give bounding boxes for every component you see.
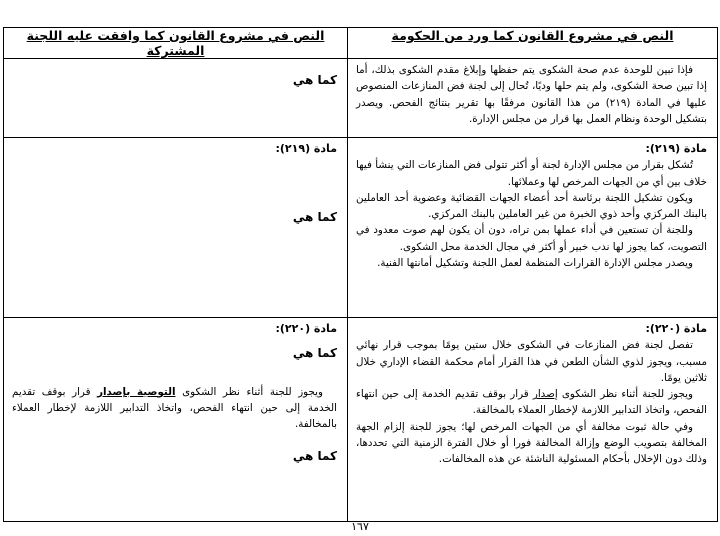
article-paragraph: ويصدر مجلس الإدارة القرارات المنظمة لعمل اللجنة وتشكيل أمانتها الفنية. [377,257,693,270]
paragraph-text: قرار بوقف تقديم الخدمة إلى حين انتهاء الفحص، واتخاذ التدابير اللازمة لإخطار العملاء بالمخالفة. [356,388,707,417]
government-cell [348,59,718,138]
table-row [4,138,718,318]
article-paragraph: تُشكل بقرار من مجلس الإدارة لجنة أو أكثر تتولى فض المنازعات التي ينشأ فيها خلاف بين أي من الجهات المرخص لها وعملائها. [356,159,707,188]
as-is-text: كما هي [292,449,337,464]
article-paragraph: ويكون تشكيل اللجنة برئاسة أحد أعضاء الجهات القضائية وعضوية أحد العاملين بالبنك المركزي وأحد ذوي الخبرة من غير العاملين بالبنك المركزي. [356,191,707,221]
article-label: مادة (٢٢٠): [645,322,707,335]
amended-text: التوصية بإصدار [97,385,176,398]
comparison-table [3,27,718,522]
government-cell [348,138,718,318]
as-is-text: كما هي [292,346,337,361]
article-paragraph: تفصل لجنة فض المنازعات في الشكوى خلال ستين يومًا بموجب قرار نهائي مسبب، ويجوز لذوي الشأن الطعن في هذا القرار أمام محكمة القضاء الإداري خلال ثلاثين يومًا. [356,339,707,384]
header-committee: النص في مشروع القانون كما وافقت عليه اللجنة المشتركة [4,28,348,59]
header-row [4,28,718,59]
article-paragraph: وللجنة أن تستعين في أداء عملها بمن تراه، دون أن يكون لهم صوت معدود في التصويت، كما يجوز لها ندب خبير أو أكثر في مجال الخدمة محل الشكوى. [356,224,707,253]
article-paragraph: فإذا تبين للوحدة عدم صحة الشكوى يتم حفظها وإبلاغ مقدم الشكوى بذلك، أما إذا تبين صحة الشكوى، ولم يتم حلها وديًا، تُحال إلى لجنة فض المنازعات المنصوص عليها في المادة (٢١٩) من هذا القانون مرفقًا بها تقرير بنتائج الفحص. ويصدر بتشكيل الوحدة ونظام العمل بها قرار من مجلس الإدارة. [356,64,708,125]
emphasis-text: إصدار [532,388,558,401]
committee-cell [4,138,348,318]
paragraph-text: ويجوز للجنة أثناء نظر الشكوى [175,385,323,398]
page-number: ١٦٧ [351,520,369,533]
committee-cell [4,318,348,522]
article-paragraph: وفي حالة ثبوت مخالفة أي من الجهات المرخص لها؛ يجوز للجنة إلزام الجهة المخالفة بتصويب الوضع وإزالة المخالفة فورا أو خلال الفترة الزمنية التي تحددها، وذلك دون الإخلال بأحكام المسئولية الناشئة عن هذه المخالفات. [356,420,707,466]
as-is-text: كما هي [292,73,337,87]
article-paragraph [12,384,337,433]
article-label: مادة (٢١٩): [275,142,337,155]
committee-cell [4,59,348,138]
paragraph-text: قرار بوقف تقديم الخدمة إلى حين انتهاء الفحص، واتخاذ التدابير اللازمة لإخطار العملاء بالمخالفة. [12,385,337,431]
header-government: النص في مشروع القانون كما ورد من الحكومة [348,28,718,59]
government-cell [348,318,718,522]
as-is-text: كما هي [292,210,337,225]
table-row [4,59,718,138]
article-paragraph [356,386,707,419]
table-row [4,318,718,522]
article-label: مادة (٢٢٠): [275,322,337,335]
paragraph-text: ويجوز للجنة أثناء نظر الشكوى [557,388,693,401]
article-label: مادة (٢١٩): [645,142,707,155]
